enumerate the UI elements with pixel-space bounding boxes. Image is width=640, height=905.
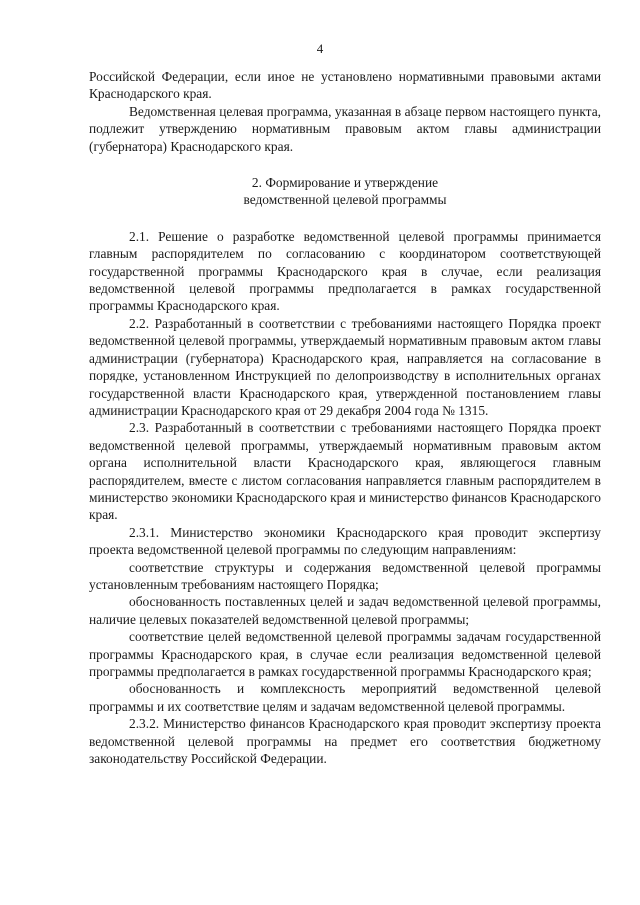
paragraph-2-2: 2.2. Разработанный в соответствии с требованиями настоящего Порядка проект ведомственной целевой программы, утверждаемый нормативным правовым актом главы администрации (губернатора) Краснодарского края, направляется на согласование в порядке, установленном Инструкцией по делопроизводству в исполнительных органах государственной власти Краснодарского края, утвержденной постановлением главы администрации Краснодарского края от 29 декабря 2004 года № 1315. xyxy=(89,315,601,418)
paragraph-2-1: 2.1. Решение о разработке ведомственной целевой программы принимается главным распорядителем по согласованию с координатором соответствующей государственной программы Краснодарского края в случае, если реализация ведомственной целевой программы предполагается в рамках государственной программы Краснодарского края. xyxy=(89,228,601,314)
paragraph-2-3-1: 2.3.1. Министерство экономики Краснодарского края проводит экспертизу проекта ведомственной целевой программы по следующим направлениям: xyxy=(89,524,601,558)
section-heading-line-1: 2. Формирование и утверждение xyxy=(251,175,439,191)
page-number: 4 xyxy=(316,41,324,56)
paragraph-2-3: 2.3. Разработанный в соответствии с требованиями настоящего Порядка проект ведомственной целевой программы, утверждаемый нормативным правовым актом органа исполнительной власти Краснодарского края, являющегося главным распорядителем, вместе с листом согласования направляется главным распорядителем в министерство экономики Краснодарского края и министерство финансов Краснодарского края. xyxy=(89,420,601,523)
list-item-measures: обоснованность и комплексность мероприятий ведомственной целевой программы и их соответствие целям и задачам ведомственной целевой программы. xyxy=(89,681,601,714)
paragraph-approval-note: Ведомственная целевая программа, указанная в абзаце первом настоящего пункта, подлежит утверждению нормативным правовым актом главы администрации (губернатора) Краснодарского края. xyxy=(89,103,601,154)
section-heading xyxy=(89,174,601,209)
document-body xyxy=(89,68,601,767)
paragraph-continuation: Российской Федерации, если иное не установлено нормативными правовыми актами Краснодарского края. xyxy=(89,69,601,102)
list-item-correspondence: соответствие целей ведомственной целевой программы задачам государственной программы Краснодарского края, в случае если реализация ведомственной целевой программы предполагается в рамках государственной программы Краснодарского края; xyxy=(89,629,601,679)
paragraph-2-3-2: 2.3.2. Министерство финансов Краснодарского края проводит экспертизу проекта ведомственной целевой программы на предмет его соответствия бюджетному законодательству Российской Федерации. xyxy=(89,716,601,767)
list-item-goals: обоснованность поставленных целей и задач ведомственной целевой программы, наличие целевых показателей ведомственной целевой программы; xyxy=(89,594,601,627)
section-heading-line-2: ведомственной целевой программы xyxy=(243,192,447,208)
list-item-structure: соответствие структуры и содержания ведомственной целевой программы установленным требованиям настоящего Порядка; xyxy=(89,559,601,592)
